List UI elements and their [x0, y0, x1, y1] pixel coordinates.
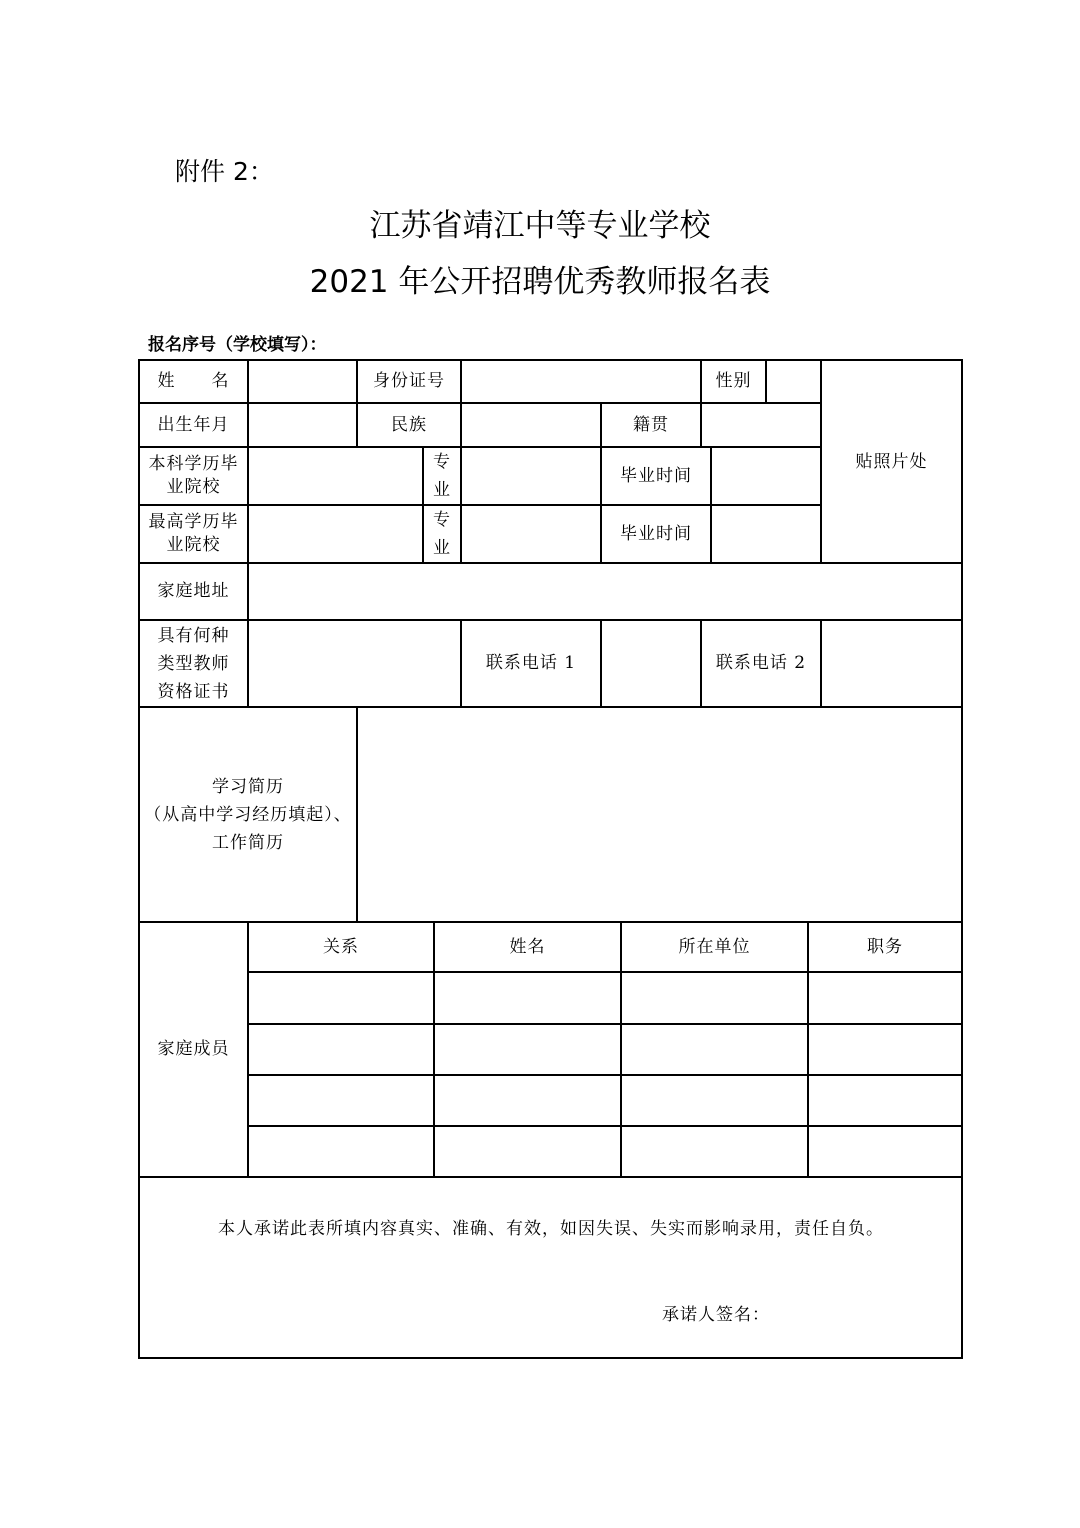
- family-header-name: 姓名: [509, 936, 546, 957]
- page-title-school: 江苏省靖江中等专业学校: [369, 208, 711, 244]
- label-bachelor-grad-time: 毕业时间: [620, 465, 692, 486]
- field-highest-grad-time[interactable]: [712, 506, 820, 562]
- field-phone1[interactable]: [602, 621, 700, 706]
- label-name: 姓 名: [157, 371, 230, 391]
- label-highest-grad-time: 毕业时间: [620, 523, 692, 544]
- label-certificate: 具有何种 类型教师 资格证书: [157, 625, 230, 702]
- serial-number-label: 报名序号（学校填写）：: [148, 335, 327, 355]
- label-phone1: 联系电话 1: [485, 653, 577, 673]
- label-highest-school: 最高学历毕 业院校: [148, 512, 239, 555]
- page-title-form: 2021 年公开招聘优秀教师报名表: [309, 264, 771, 300]
- table-row[interactable]: [622, 1076, 807, 1125]
- family-header-position: 职务: [867, 936, 903, 957]
- field-bachelor-school[interactable]: [249, 448, 422, 504]
- label-native-place: 籍贯: [633, 414, 669, 435]
- label-family: 家庭成员: [157, 1039, 230, 1059]
- signature-label: 承诺人签名：: [662, 1305, 770, 1325]
- label-gender: 性别: [715, 371, 752, 391]
- label-address: 家庭地址: [157, 581, 230, 601]
- photo-area[interactable]: [822, 361, 961, 562]
- label-bachelor-major: 专 业: [433, 452, 451, 500]
- label-birth: 出生年月: [157, 414, 230, 435]
- table-row[interactable]: [249, 1025, 433, 1074]
- field-birth[interactable]: [249, 404, 356, 446]
- label-phone2: 联系电话 2: [715, 653, 807, 673]
- field-native-place[interactable]: [702, 404, 820, 446]
- table-row[interactable]: [809, 973, 961, 1023]
- field-resume[interactable]: [358, 708, 961, 921]
- field-ethnicity[interactable]: [462, 404, 600, 446]
- field-bachelor-major[interactable]: [462, 448, 600, 504]
- row-divider: [138, 1176, 963, 1178]
- table-border: [138, 1357, 963, 1359]
- signature-field[interactable]: [770, 1290, 950, 1330]
- table-row[interactable]: [435, 1025, 620, 1074]
- field-address[interactable]: [249, 564, 961, 619]
- field-id-number[interactable]: [462, 361, 700, 402]
- label-highest-major: 专 业: [433, 510, 451, 558]
- family-header-employer: 所在单位: [678, 936, 751, 957]
- field-highest-school[interactable]: [249, 506, 422, 562]
- field-certificate[interactable]: [249, 621, 460, 706]
- table-row[interactable]: [809, 1025, 961, 1074]
- table-row[interactable]: [249, 1127, 433, 1176]
- table-row[interactable]: [249, 973, 433, 1023]
- table-row[interactable]: [435, 1076, 620, 1125]
- table-row[interactable]: [809, 1076, 961, 1125]
- table-row[interactable]: [249, 1076, 433, 1125]
- field-highest-major[interactable]: [462, 506, 600, 562]
- table-row[interactable]: [435, 1127, 620, 1176]
- pledge-statement: 本人承诺此表所填内容真实、准确、有效，如因失误、失实而影响录用，责任自负。: [218, 1219, 884, 1239]
- table-border: [961, 359, 963, 1359]
- label-bachelor-school: 本科学历毕 业院校: [148, 454, 239, 497]
- table-row[interactable]: [622, 973, 807, 1023]
- table-row[interactable]: [622, 1025, 807, 1074]
- table-row[interactable]: [622, 1127, 807, 1176]
- field-phone2[interactable]: [822, 621, 961, 706]
- label-resume: 学习简历 （从高中学习经历填起）、 工作简历: [144, 776, 352, 853]
- label-id-number: 身份证号: [373, 371, 445, 391]
- attachment-label: 附件 2：: [175, 157, 274, 186]
- table-row[interactable]: [435, 973, 620, 1023]
- field-name[interactable]: [249, 361, 356, 402]
- photo-label: 贴照片处: [855, 452, 928, 472]
- field-gender[interactable]: [767, 361, 820, 402]
- family-header-relation: 关系: [323, 936, 359, 957]
- table-row[interactable]: [809, 1127, 961, 1176]
- label-ethnicity: 民族: [391, 414, 427, 435]
- field-bachelor-grad-time[interactable]: [712, 448, 820, 504]
